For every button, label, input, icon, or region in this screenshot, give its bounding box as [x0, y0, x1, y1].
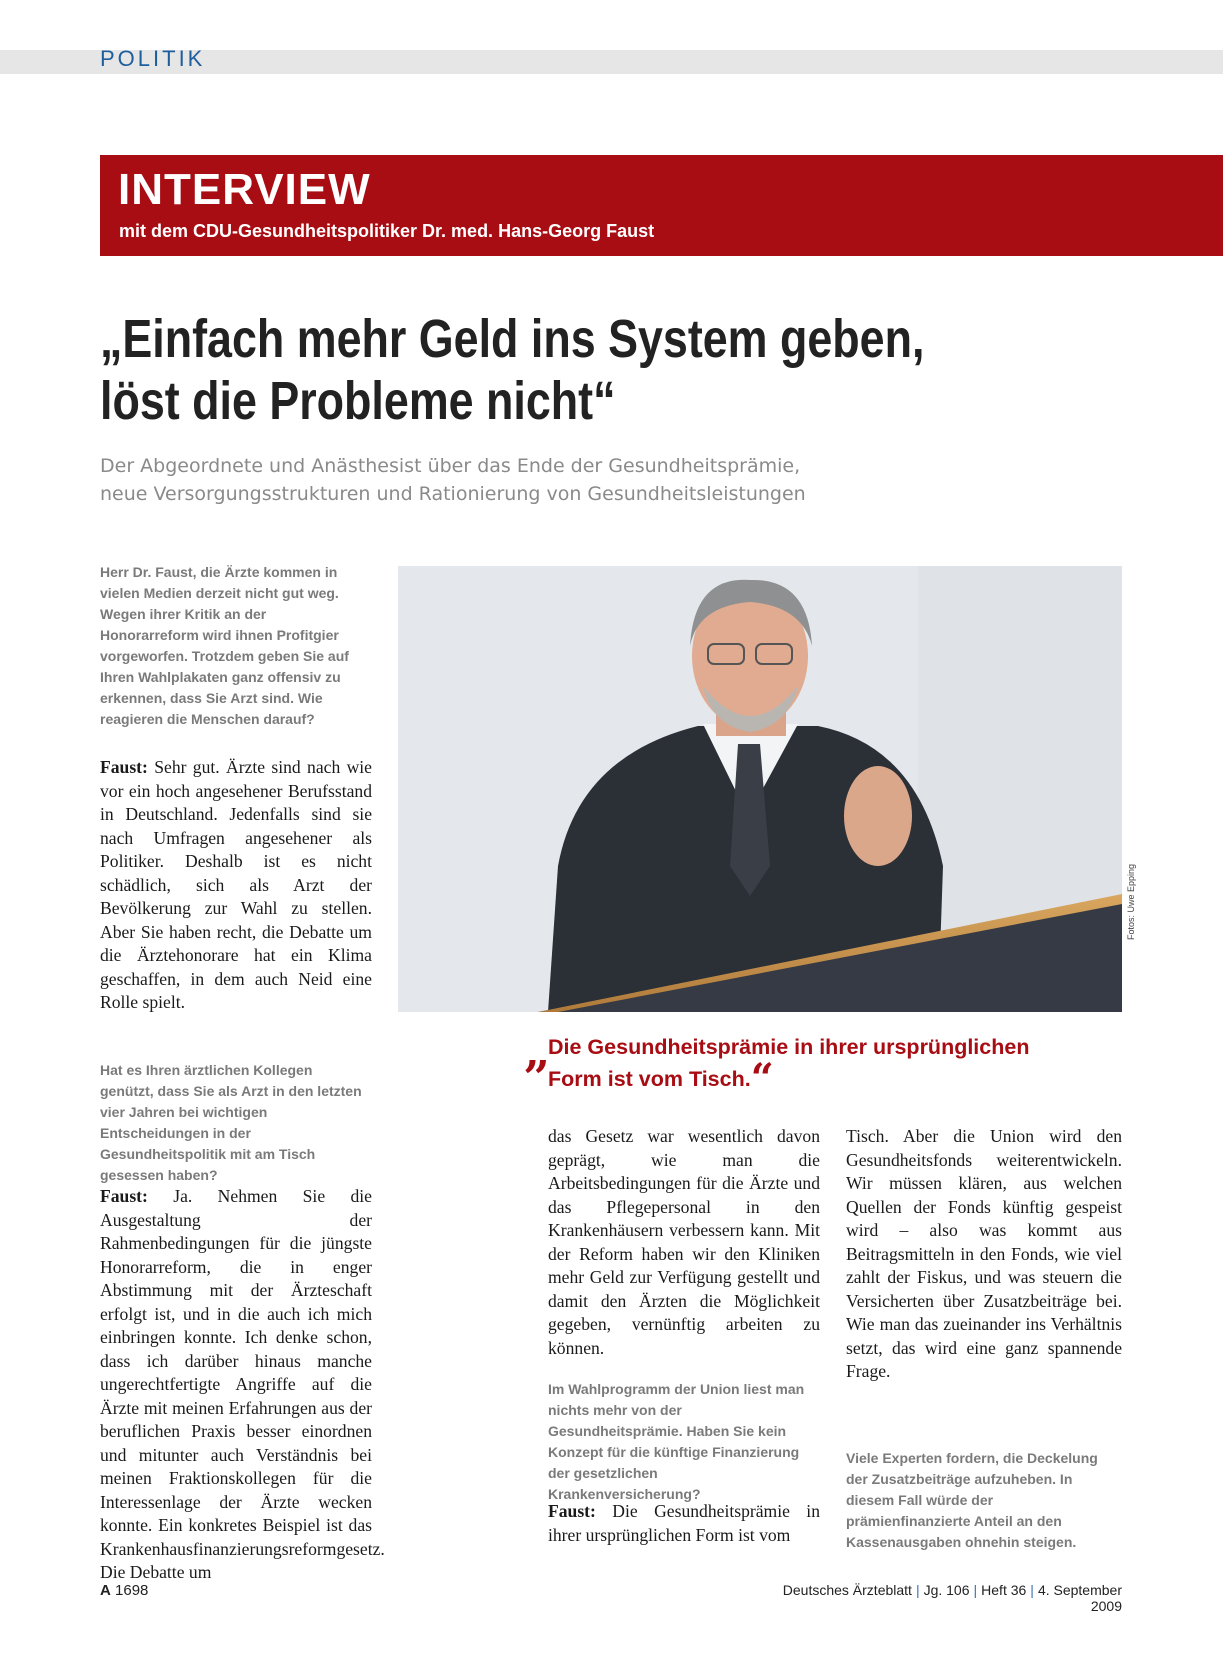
pull-quote-line-1: Die Gesundheitsprämie in ihrer ursprünglichen — [548, 1035, 1030, 1059]
answer-1-text: Sehr gut. Ärzte sind nach wie vor ein hoch angesehener Berufsstand in Deutschland. Jedenfalls sind sie nach Umfragen angesehener als Politiker. Deshalb ist es nicht schädlich, sich als Arzt der Bevölkerung zur Wahl zu stellen. Aber Sie haben recht, die Debatte um die Ärztehonorare hat ein Klima geschaffen, in dem auch Neid eine Rolle spielt. — [100, 757, 372, 1012]
headline-line-2: löst die Probleme nicht“ — [100, 371, 616, 431]
article-headline — [100, 308, 1096, 432]
answer-3 — [548, 1500, 820, 1547]
subheadline-line-1: Der Abgeordnete und Anästhesist über das Ende der Gesundheitsprämie, — [100, 455, 801, 477]
journal-issue: Heft 36 — [981, 1582, 1027, 1598]
photo-credit: Fotos: Uwe Epping — [1126, 863, 1136, 940]
portrait-illustration — [398, 566, 1122, 1012]
answer-2-text: Ja. Nehmen Sie die Ausgestaltung der Rahmenbedingungen für die jüngste Honorarreform, die in enger Abstimmung mit der Ärzteschaft erfolgt ist, und in die auch ich mich einbringen konnte. Ich denke schon, dass ich darüber hinaus manche ungerechtfertigte Angriffe auf die Ärzte mit meinen Erfahrungen aus der beruflichen Praxis besser einordnen und mitunter auch Verständnis bei meinen Fraktionskollegen für die Interessenlage der Ärzte wecken konnte. Ein konkretes Beispiel ist das Krankenhausfinanzierungsreformgesetz. Die Debatte um — [100, 1186, 385, 1582]
section-label: POLITIK — [100, 46, 206, 71]
question-3: Im Wahlprogramm der Union liest man nichts mehr von der Gesundheitsprämie. Haben Sie kein Konzept für die künftige Finanzierung der gesetzlichen Krankenversicherung? — [548, 1381, 805, 1502]
open-quote-mark: „ — [524, 1024, 551, 1078]
banner-title: INTERVIEW — [118, 165, 371, 214]
column-2-text: das Gesetz war wesentlich davon geprägt, wie man die Arbeitsbedingungen für die Ärzte und das Pflegepersonal in den Krankenhäusern verbessern kann. Mit der Reform haben wir den Kliniken mehr Geld zur Verfügung gestellt und damit den Ärzten die Möglichkeit gegeben, vernünftig arbeiten zu können. — [548, 1126, 820, 1358]
speaker-label: Faust: — [100, 757, 148, 777]
speaker-label: Faust: — [548, 1501, 596, 1521]
page-letter: A — [100, 1582, 111, 1599]
journal-info: Deutsches Ärzteblatt | Jg. 106 | Heft 36 | 4. September 2009 — [782, 1582, 1122, 1614]
journal-name: Deutsches Ärzteblatt — [782, 1582, 912, 1598]
pull-quote — [524, 1024, 1128, 1102]
article-subheadline — [100, 452, 1100, 508]
portrait-photo — [398, 566, 1122, 1012]
close-quote-mark: “ — [750, 1055, 774, 1102]
column-3-text: Tisch. Aber die Union wird den Gesundheitsfonds weiterentwickeln. Wir müssen klären, aus welchen Quellen der Fonds künftig gespeist wird – also was kommt aus Beitragsmitteln in den Fonds, wie viel zahlt der Fiskus, und was steuern die Versicherten über Zusatzbeiträge bei. Wie man das zueinander ins Verhältnis setzt, das wird eine ganz spannende Frage. — [846, 1126, 1122, 1381]
speaker-label: Faust: — [100, 1186, 148, 1206]
answer-2 — [100, 1185, 385, 1585]
banner-subtitle: mit dem CDU-Gesundheitspolitiker Dr. med. Hans-Georg Faust — [119, 221, 655, 241]
pull-quote-line-2: Form ist vom Tisch.“ — [548, 1055, 774, 1102]
answer-3-text: Die Gesundheitsprämie in ihrer ursprünglichen Form ist vom — [548, 1501, 820, 1545]
question-1: Herr Dr. Faust, die Ärzte kommen in vielen Medien derzeit nicht gut weg. Wegen ihrer Kritik an der Honorarreform wird ihnen Profitgier vorgeworfen. Trotzdem geben Sie auf Ihren Wahlplakaten ganz offensiv zu erkennen, dass Sie Arzt sind. Wie reagieren die Menschen darauf? — [100, 564, 349, 727]
journal-volume: Jg. 106 — [923, 1582, 970, 1598]
subheadline-line-2: neue Versorgungsstrukturen und Rationierung von Gesundheitsleistungen — [100, 483, 806, 505]
interview-banner — [100, 155, 1223, 256]
headline-line-1: „Einfach mehr Geld ins System geben, — [100, 309, 925, 369]
journal-date: 4. September 2009 — [1037, 1582, 1122, 1614]
question-2: Hat es Ihren ärztlichen Kollegen genützt, dass Sie als Arzt in den letzten vier Jahren bei wichtigen Entscheidungen in der Gesundheitspolitik mit am Tisch gesessen haben? — [100, 1062, 362, 1183]
question-4: Viele Experten fordern, die Deckelung der Zusatzbeiträge aufzuheben. In diesem Fall würde der prämienfinanzierte Anteil an den Kassenausgaben ohnehin steigen. — [846, 1450, 1098, 1550]
page-number — [100, 1582, 148, 1599]
answer-1 — [100, 756, 372, 1015]
page-number-value: 1698 — [115, 1582, 149, 1599]
